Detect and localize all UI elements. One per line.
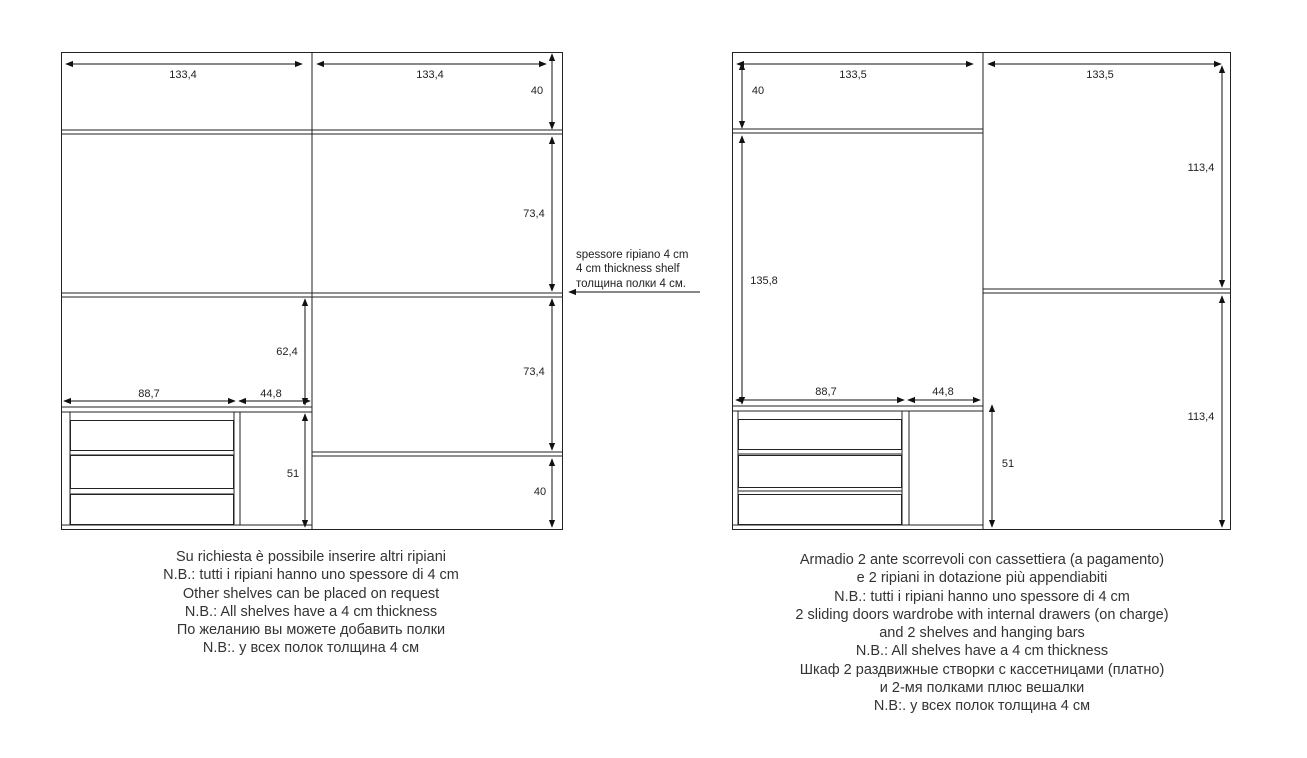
dim-label: 113,4 <box>1187 411 1215 423</box>
drawer <box>71 495 234 525</box>
dim-label: 113,4 <box>1187 162 1215 174</box>
caption-line: N.B.: tutti i ripiani hanno uno spessore di 4 cm <box>163 567 459 584</box>
drawer <box>71 421 234 451</box>
caption-line: Other shelves can be placed on request <box>182 585 440 602</box>
caption-line: and 2 shelves and hanging bars <box>879 625 1085 642</box>
dim-label: 73,4 <box>523 208 545 220</box>
caption-line: 2 sliding doors wardrobe with internal drawers (on charge) <box>795 606 1169 623</box>
dim-label: 51 <box>286 468 300 480</box>
note-line: spessore ripiano 4 cm <box>576 249 689 261</box>
dim-label: 40 <box>533 486 547 498</box>
caption-line: N.B:. у всех полок толщина 4 см <box>202 640 420 657</box>
dim-label: 44,8 <box>260 388 282 400</box>
right-wardrobe-frame <box>733 53 1231 530</box>
dim-label: 40 <box>751 85 765 97</box>
dim-label: 88,7 <box>815 386 837 398</box>
dim-label: 44,8 <box>932 386 954 398</box>
dim-label: 73,4 <box>523 366 545 378</box>
caption-line: и 2-мя полками плюс вешалки <box>879 680 1085 697</box>
left-drawer-unit <box>70 412 240 525</box>
drawer <box>739 495 902 525</box>
drawer <box>739 420 902 450</box>
shelf-thickness-note <box>569 249 700 292</box>
dim-label: 40 <box>530 85 544 97</box>
dim-label: 133,5 <box>1086 69 1114 81</box>
drawer <box>71 456 234 489</box>
dim-label: 51 <box>1001 458 1015 470</box>
caption-line: Su richiesta è possibile inserire altri ripiani <box>176 549 446 565</box>
dim-label: 88,7 <box>138 388 160 400</box>
caption-line: Armadio 2 ante scorrevoli con cassettiera (a pagamento) <box>799 552 1165 568</box>
caption-line: e 2 ripiani in dotazione più appendiabiti <box>856 570 1108 587</box>
left-wardrobe <box>61 52 563 530</box>
dim-label: 133,4 <box>416 69 444 81</box>
left-caption <box>60 548 562 658</box>
caption-line: N.B.: tutti i ripiani hanno uno spessore di 4 cm <box>834 588 1130 605</box>
caption-line: N.B:. у всех полок толщина 4 см <box>873 698 1091 715</box>
caption-line: По желанию вы можете добавить полки <box>176 622 446 639</box>
right-wardrobe <box>732 52 1231 530</box>
note-line: толщина полки 4 см. <box>576 278 686 290</box>
right-caption <box>732 551 1232 716</box>
dim-label: 62,4 <box>276 346 298 358</box>
dim-label: 133,5 <box>839 69 867 81</box>
drawer <box>739 456 902 488</box>
caption-line: N.B.: All shelves have a 4 cm thickness <box>184 603 438 620</box>
note-line: 4 cm thickness shelf <box>576 263 680 275</box>
caption-line: Шкаф 2 раздвижные створки с кассетницами (платно) <box>799 661 1165 678</box>
dim-label: 133,4 <box>169 69 197 81</box>
caption-line: N.B.: All shelves have a 4 cm thickness <box>855 643 1109 660</box>
dim-label: 135,8 <box>750 275 778 287</box>
right-drawer-unit <box>738 411 909 525</box>
